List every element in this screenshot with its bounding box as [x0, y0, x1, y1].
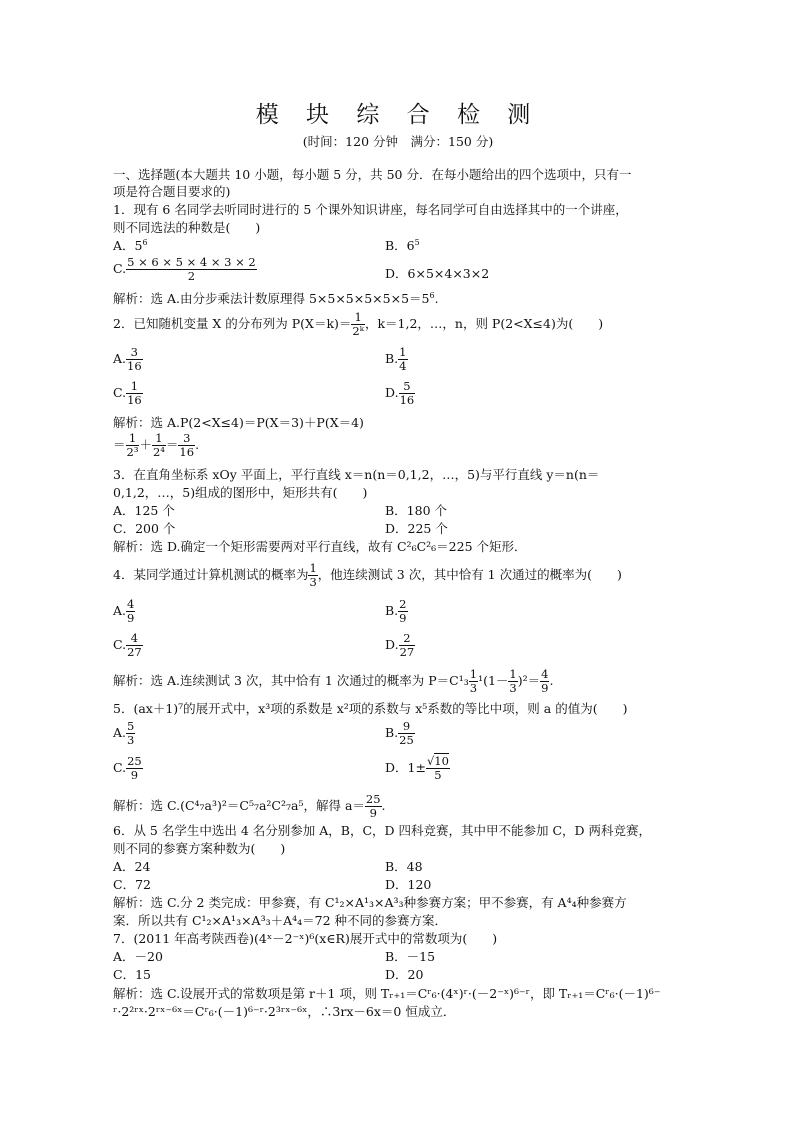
q7-option-a: A．－20: [113, 949, 163, 964]
q7-option-c: C．15: [113, 967, 151, 982]
q2-option-c: C. $\frac{1}{16}$: [113, 379, 142, 407]
q2-option-b: B. $\frac{1}{4}$: [385, 345, 407, 373]
q7-analysis-line2: ʳ·2²ʳˣ·2ʳˣ⁻⁶ˣ＝Cʳ₆·(－1)⁶⁻ʳ·2³ʳˣ⁻⁶ˣ，∴3rx－6x＝0 恒成立．: [113, 1004, 456, 1019]
q4-option-c: C. $\frac{4}{27}$: [113, 631, 142, 659]
page-subtitle: (时间：120 分钟 满分：150 分): [302, 134, 494, 149]
q2-analysis-line2: ＝ $\frac{1}{\text{2³}}$ ＋ $\frac{1}{\text{2⁴}}$ ＝ $\frac{3}{16}$ .: [113, 431, 200, 459]
page-title: 模 块 综 合 检 测: [255, 102, 541, 128]
q1-option-b: B．$6^5$: [385, 238, 420, 253]
q1-option-a: A．$5^6$: [113, 238, 148, 253]
q2-option-d: D. $\frac{5}{16}$: [385, 379, 415, 407]
section-heading-line2: 项是符合题目要求的): [113, 184, 231, 199]
q1-option-c: C. $\frac{5 \times 6 \times 5 \times 4 \times 3 \times 2}{2}$: [113, 255, 256, 283]
q7-analysis-line1: 解析：选 C.设展开式的常数项是第 r＋1 项，则 Tᵣ₊₁＝Cʳ₆·(4ˣ)ʳ·(－2⁻ˣ)⁶⁻ʳ，即 Tᵣ₊₁＝Cʳ₆·(－1)⁶⁻: [113, 986, 661, 1001]
q6-option-c: C．72: [113, 877, 151, 892]
q4-option-a: A. $\frac{4}{9}$: [113, 597, 135, 625]
q5-option-c: C. $\frac{25}{9}$: [113, 754, 142, 782]
q1-option-d: D．6×5×4×3×2: [385, 266, 490, 281]
q4-option-d: D. $\frac{2}{27}$: [385, 631, 415, 659]
q6-option-a: A．24: [113, 859, 151, 874]
q5-option-a: A. $\frac{5}{3}$: [113, 719, 135, 747]
q2-option-a: A. $\frac{3}{16}$: [113, 345, 142, 373]
q1-stem-line2: 则不同选法的种数是( ): [113, 220, 261, 235]
q3-option-b: B．180 个: [385, 503, 448, 518]
q5-option-d: D．1± $\frac{√10}{5}$: [385, 754, 449, 782]
q6-option-b: B．48: [385, 859, 423, 874]
q6-option-d: D．120: [385, 877, 432, 892]
q6-stem-line1: 6．从 5 名学生中选出 4 名分别参加 A，B，C，D 四科竞赛，其中甲不能参加 C，D 两科竞赛，: [113, 823, 652, 838]
q7-option-b: B．－15: [385, 949, 436, 964]
q6-stem-line2: 则不同的参赛方案种数为( ): [113, 841, 286, 856]
q3-option-a: A．125 个: [113, 503, 175, 518]
q4-option-b: B. $\frac{2}{9}$: [385, 597, 407, 625]
section-heading-line1: 一、选择题(本大题共 10 小题，每小题 5 分，共 50 分．在每小题给出的四个选项中，只有一: [113, 167, 632, 182]
q1-option-c-fraction: $\frac{5 \times 6 \times 5 \times 4 \times 3 \times 2}{2}$: [127, 255, 256, 283]
q7-option-d: D．20: [385, 967, 424, 982]
q1-stem-line1: 1．现有 6 名同学去听同时进行的 5 个课外知识讲座，每名同学可自由选择其中的一个讲座，: [113, 202, 628, 217]
q4-stem: 4．某同学通过计算机测试的概率为 $\frac{1}{3}$ ，他连续测试 3 次，其中恰有 1 次通过的概率为( ): [113, 561, 622, 589]
q3-stem-line1: 3．在直角坐标系 xOy 平面上，平行直线 x＝n(n＝0,1,2，…，5)与平行直线 y＝n(n＝: [113, 467, 600, 482]
q3-analysis: 解析：选 D.确定一个矩形需要两对平行直线，故有 C²₆C²₆＝225 个矩形．: [113, 539, 527, 554]
q2-analysis-line1: 解析：选 A.P(2<X≤4)＝P(X＝3)＋P(X＝4): [113, 415, 364, 430]
q3-stem-line2: 0,1,2，…，5)组成的图形中，矩形共有( ): [113, 485, 368, 500]
q6-analysis-line2: 案．所以共有 C¹₂×A¹₃×A³₃＋A⁴₄＝72 种不同的参赛方案．: [113, 913, 448, 928]
q3-option-d: D．225 个: [385, 521, 448, 536]
q5-stem: 5．(ax＋1)⁷的展开式中，x³项的系数是 x²项的系数与 x⁵系数的等比中项，则 a 的值为( ): [113, 701, 628, 716]
q4-analysis: 解析：选 A.连续测试 3 次，其中恰有 1 次通过的概率为 P＝C¹₃ $\frac{1}{3}$ ¹(1－ $\frac{1}{3}$ )²＝ $\frac{4}{9}$ .: [113, 667, 554, 695]
q5-option-b: B. $\frac{9}{25}$: [385, 719, 414, 747]
q1-analysis: 解析：选 A.由分步乘法计数原理得 $5\times 5\times 5\times 5\times 5\times 5=5^6$.: [113, 291, 439, 306]
q5-analysis: 解析：选 C.(C⁴₇a³)²＝C⁵₇a²C²₇a⁵，解得 a＝ $\frac{25}{9}$ .: [113, 792, 386, 820]
q7-stem: 7．(2011 年高考陕西卷)(4ˣ－2⁻ˣ)⁶(x∈R)展开式中的常数项为( ): [113, 931, 498, 946]
q2-stem: 2．已知随机变量 X 的分布列为 P(X＝k)＝ $\frac{1}{\text{2ᵏ}}$ ，k＝1,2，…，n，则 P(2<X≤4)为( ): [113, 310, 604, 338]
q6-analysis-line1: 解析：选 C.分 2 类完成：甲参赛，有 C¹₂×A¹₃×A³₃种参赛方案；甲不参赛，有 A⁴₄种参赛方: [113, 895, 627, 910]
q3-option-c: C．200 个: [113, 521, 176, 536]
